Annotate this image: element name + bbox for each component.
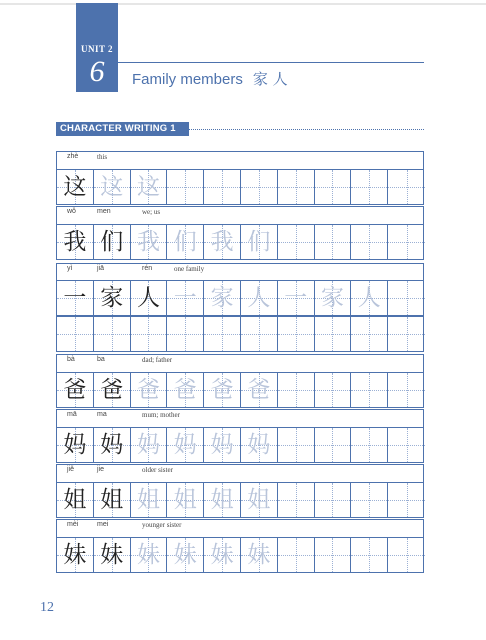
- writing-grid-row: [56, 372, 424, 408]
- writing-box[interactable]: [278, 483, 315, 517]
- trace-character: 家: [210, 285, 234, 311]
- guide-line-horizontal: [388, 242, 425, 243]
- guide-line-horizontal: [278, 390, 314, 391]
- pinyin-text: wǒ: [67, 208, 76, 215]
- model-character: 妈: [63, 432, 87, 458]
- writing-box[interactable]: [315, 538, 352, 572]
- guide-line-horizontal: [351, 445, 387, 446]
- writing-box[interactable]: [241, 483, 278, 517]
- model-character: 爸: [63, 377, 87, 403]
- model-character: 妹: [63, 542, 87, 568]
- trace-character: 爸: [247, 377, 271, 403]
- writing-box[interactable]: [315, 281, 352, 315]
- model-character: 人: [136, 285, 160, 311]
- writing-box[interactable]: [351, 317, 388, 351]
- writing-box[interactable]: [278, 170, 315, 204]
- trace-character: 姐: [136, 487, 160, 513]
- guide-line-horizontal: [388, 445, 425, 446]
- writing-box[interactable]: [131, 281, 168, 315]
- writing-box[interactable]: [278, 373, 315, 407]
- trace-character: 妈: [173, 432, 197, 458]
- writing-box[interactable]: [388, 317, 425, 351]
- trace-character: 这: [136, 174, 160, 200]
- guide-line-horizontal: [167, 187, 203, 188]
- writing-box[interactable]: [94, 428, 131, 462]
- guide-line-horizontal: [315, 500, 351, 501]
- trace-character: 爸: [136, 377, 160, 403]
- guide-line-horizontal: [167, 334, 203, 335]
- section-dotted-rule: [189, 129, 424, 130]
- writing-grid-row: [56, 482, 424, 518]
- writing-box[interactable]: [131, 538, 168, 572]
- writing-box[interactable]: [94, 170, 131, 204]
- pinyin-row: [56, 409, 424, 427]
- writing-box[interactable]: [241, 170, 278, 204]
- guide-line-horizontal: [278, 445, 314, 446]
- guide-line-horizontal: [94, 334, 130, 335]
- writing-grid-row: [56, 537, 424, 573]
- writing-box[interactable]: [315, 428, 352, 462]
- writing-box[interactable]: [131, 317, 168, 351]
- writing-box[interactable]: [204, 428, 241, 462]
- writing-box[interactable]: [388, 373, 425, 407]
- writing-box[interactable]: [351, 281, 388, 315]
- pinyin-text: mā: [67, 411, 77, 418]
- pinyin-row: [56, 263, 424, 280]
- guide-line-horizontal: [241, 334, 277, 335]
- guide-line-horizontal: [57, 334, 93, 335]
- section-label: CHARACTER WRITING 1: [56, 122, 189, 136]
- writing-box[interactable]: [131, 483, 168, 517]
- meaning-text: we; us: [142, 208, 161, 216]
- title-chinese: 家 人: [252, 70, 288, 88]
- guide-line-horizontal: [388, 187, 425, 188]
- pinyin-text: ma: [97, 411, 107, 418]
- writing-box[interactable]: [278, 281, 315, 315]
- model-character: 们: [100, 229, 124, 255]
- unit-tab: [76, 3, 118, 92]
- trace-character: 人: [247, 285, 271, 311]
- writing-box[interactable]: [204, 483, 241, 517]
- guide-line-horizontal: [388, 390, 425, 391]
- model-character: 爸: [100, 377, 124, 403]
- trace-character: 妹: [247, 542, 271, 568]
- meaning-text: this: [97, 153, 108, 161]
- trace-character: 姐: [210, 487, 234, 513]
- page-number: 12: [40, 600, 54, 615]
- writing-box[interactable]: [204, 538, 241, 572]
- trace-character: 一: [284, 285, 308, 311]
- trace-character: 妈: [210, 432, 234, 458]
- writing-box[interactable]: [167, 225, 204, 259]
- title-english: Family members: [132, 71, 243, 88]
- trace-character: 们: [173, 229, 197, 255]
- trace-character: 们: [247, 229, 271, 255]
- writing-box[interactable]: [315, 317, 352, 351]
- writing-box[interactable]: [278, 428, 315, 462]
- guide-line-horizontal: [388, 298, 425, 299]
- writing-box[interactable]: [57, 428, 94, 462]
- writing-box[interactable]: [94, 538, 131, 572]
- writing-box[interactable]: [388, 170, 425, 204]
- guide-line-horizontal: [278, 242, 314, 243]
- writing-grid-row: [56, 280, 424, 316]
- trace-character: 我: [210, 229, 234, 255]
- writing-box[interactable]: [278, 317, 315, 351]
- writing-box[interactable]: [57, 225, 94, 259]
- guide-line-horizontal: [315, 242, 351, 243]
- writing-box[interactable]: [351, 538, 388, 572]
- writing-box[interactable]: [315, 483, 352, 517]
- pinyin-text: bà: [67, 356, 75, 363]
- model-character: 妹: [100, 542, 124, 568]
- writing-box[interactable]: [204, 281, 241, 315]
- writing-box[interactable]: [94, 225, 131, 259]
- writing-box[interactable]: [388, 281, 425, 315]
- model-character: 妈: [100, 432, 124, 458]
- meaning-text: mum; mother: [142, 411, 180, 419]
- writing-box[interactable]: [388, 428, 425, 462]
- writing-box[interactable]: [57, 483, 94, 517]
- writing-box[interactable]: [131, 373, 168, 407]
- meaning-text: dad; father: [142, 356, 173, 364]
- guide-line-horizontal: [351, 390, 387, 391]
- guide-line-horizontal: [241, 187, 277, 188]
- writing-box[interactable]: [167, 170, 204, 204]
- trace-character: 爸: [210, 377, 234, 403]
- pinyin-text: men: [97, 208, 111, 215]
- pinyin-row: [56, 151, 424, 169]
- writing-box[interactable]: [167, 317, 204, 351]
- guide-line-horizontal: [131, 334, 167, 335]
- trace-character: 妹: [173, 542, 197, 568]
- writing-box[interactable]: [241, 225, 278, 259]
- pinyin-text: zhè: [67, 153, 79, 160]
- trace-character: 人: [357, 285, 381, 311]
- pinyin-text: ba: [97, 356, 105, 363]
- writing-box[interactable]: [167, 538, 204, 572]
- guide-line-horizontal: [278, 334, 314, 335]
- writing-box[interactable]: [204, 225, 241, 259]
- pinyin-row: [56, 519, 424, 537]
- writing-box[interactable]: [241, 428, 278, 462]
- writing-box[interactable]: [131, 170, 168, 204]
- guide-line-horizontal: [315, 390, 351, 391]
- trace-character: 妹: [210, 542, 234, 568]
- model-character: 这: [63, 174, 87, 200]
- writing-box[interactable]: [131, 428, 168, 462]
- guide-line-horizontal: [315, 334, 351, 335]
- writing-box[interactable]: [241, 281, 278, 315]
- writing-box[interactable]: [57, 281, 94, 315]
- trace-character: 姐: [173, 487, 197, 513]
- unit-label: UNIT 2: [80, 44, 114, 54]
- writing-box[interactable]: [241, 538, 278, 572]
- trace-character: 姐: [247, 487, 271, 513]
- writing-box[interactable]: [388, 538, 425, 572]
- pinyin-row: [56, 354, 424, 372]
- writing-box[interactable]: [351, 225, 388, 259]
- writing-box[interactable]: [94, 483, 131, 517]
- writing-box[interactable]: [94, 281, 131, 315]
- writing-grid-row: [56, 427, 424, 463]
- guide-line-horizontal: [351, 500, 387, 501]
- model-character: 姐: [100, 487, 124, 513]
- writing-box[interactable]: [315, 373, 352, 407]
- trace-character: 这: [100, 174, 124, 200]
- guide-line-horizontal: [388, 334, 425, 335]
- guide-line-horizontal: [388, 555, 425, 556]
- writing-box[interactable]: [315, 225, 352, 259]
- writing-box[interactable]: [57, 317, 94, 351]
- writing-box[interactable]: [167, 373, 204, 407]
- guide-line-horizontal: [351, 187, 387, 188]
- trace-character: 一: [173, 285, 197, 311]
- guide-line-horizontal: [351, 242, 387, 243]
- writing-grid-row: [56, 169, 424, 205]
- writing-box[interactable]: [388, 225, 425, 259]
- trace-character: 家: [320, 285, 344, 311]
- writing-grid-row: [56, 316, 424, 352]
- meaning-text: one family: [174, 265, 205, 273]
- pinyin-text: jie: [97, 466, 105, 473]
- writing-box[interactable]: [351, 483, 388, 517]
- writing-box[interactable]: [94, 373, 131, 407]
- writing-box[interactable]: [351, 428, 388, 462]
- guide-line-horizontal: [204, 334, 240, 335]
- guide-line-horizontal: [204, 187, 240, 188]
- writing-box[interactable]: [204, 373, 241, 407]
- pinyin-text: jiā: [97, 265, 105, 272]
- writing-box[interactable]: [278, 225, 315, 259]
- guide-line-horizontal: [351, 334, 387, 335]
- writing-box[interactable]: [167, 428, 204, 462]
- meaning-text: older sister: [142, 466, 173, 474]
- writing-box[interactable]: [167, 483, 204, 517]
- model-character: 姐: [63, 487, 87, 513]
- writing-box[interactable]: [241, 373, 278, 407]
- writing-box[interactable]: [57, 170, 94, 204]
- pinyin-row: [56, 206, 424, 224]
- top-divider: [0, 3, 486, 5]
- writing-box[interactable]: [167, 281, 204, 315]
- guide-line-horizontal: [278, 555, 314, 556]
- guide-line-horizontal: [278, 500, 314, 501]
- writing-box[interactable]: [315, 170, 352, 204]
- trace-character: 妹: [136, 542, 160, 568]
- meaning-text: younger sister: [142, 521, 182, 529]
- trace-character: 爸: [173, 377, 197, 403]
- pinyin-text: jiě: [67, 466, 75, 473]
- writing-box[interactable]: [351, 170, 388, 204]
- trace-character: 妈: [136, 432, 160, 458]
- writing-box[interactable]: [57, 538, 94, 572]
- writing-box[interactable]: [57, 373, 94, 407]
- pinyin-text: rén: [142, 265, 153, 272]
- writing-grid-row: [56, 224, 424, 260]
- trace-character: 我: [136, 229, 160, 255]
- model-character: 我: [63, 229, 87, 255]
- pinyin-text: yì: [67, 265, 73, 272]
- model-character: 家: [100, 285, 124, 311]
- trace-character: 妈: [247, 432, 271, 458]
- writing-box[interactable]: [241, 317, 278, 351]
- writing-box[interactable]: [204, 170, 241, 204]
- page-title: [132, 68, 288, 89]
- guide-line-horizontal: [278, 187, 314, 188]
- guide-line-horizontal: [315, 555, 351, 556]
- unit-number: 6: [89, 55, 105, 88]
- guide-line-horizontal: [315, 187, 351, 188]
- guide-line-horizontal: [388, 500, 425, 501]
- writing-box[interactable]: [94, 317, 131, 351]
- guide-line-horizontal: [315, 445, 351, 446]
- writing-box[interactable]: [204, 317, 241, 351]
- writing-box[interactable]: [278, 538, 315, 572]
- writing-box[interactable]: [351, 373, 388, 407]
- title-underline: [118, 62, 424, 63]
- pinyin-text: mèi: [67, 521, 79, 528]
- model-character: 一: [63, 285, 87, 311]
- pinyin-text: mei: [97, 521, 109, 528]
- guide-line-horizontal: [351, 555, 387, 556]
- writing-box[interactable]: [388, 483, 425, 517]
- writing-box[interactable]: [131, 225, 168, 259]
- pinyin-row: [56, 464, 424, 482]
